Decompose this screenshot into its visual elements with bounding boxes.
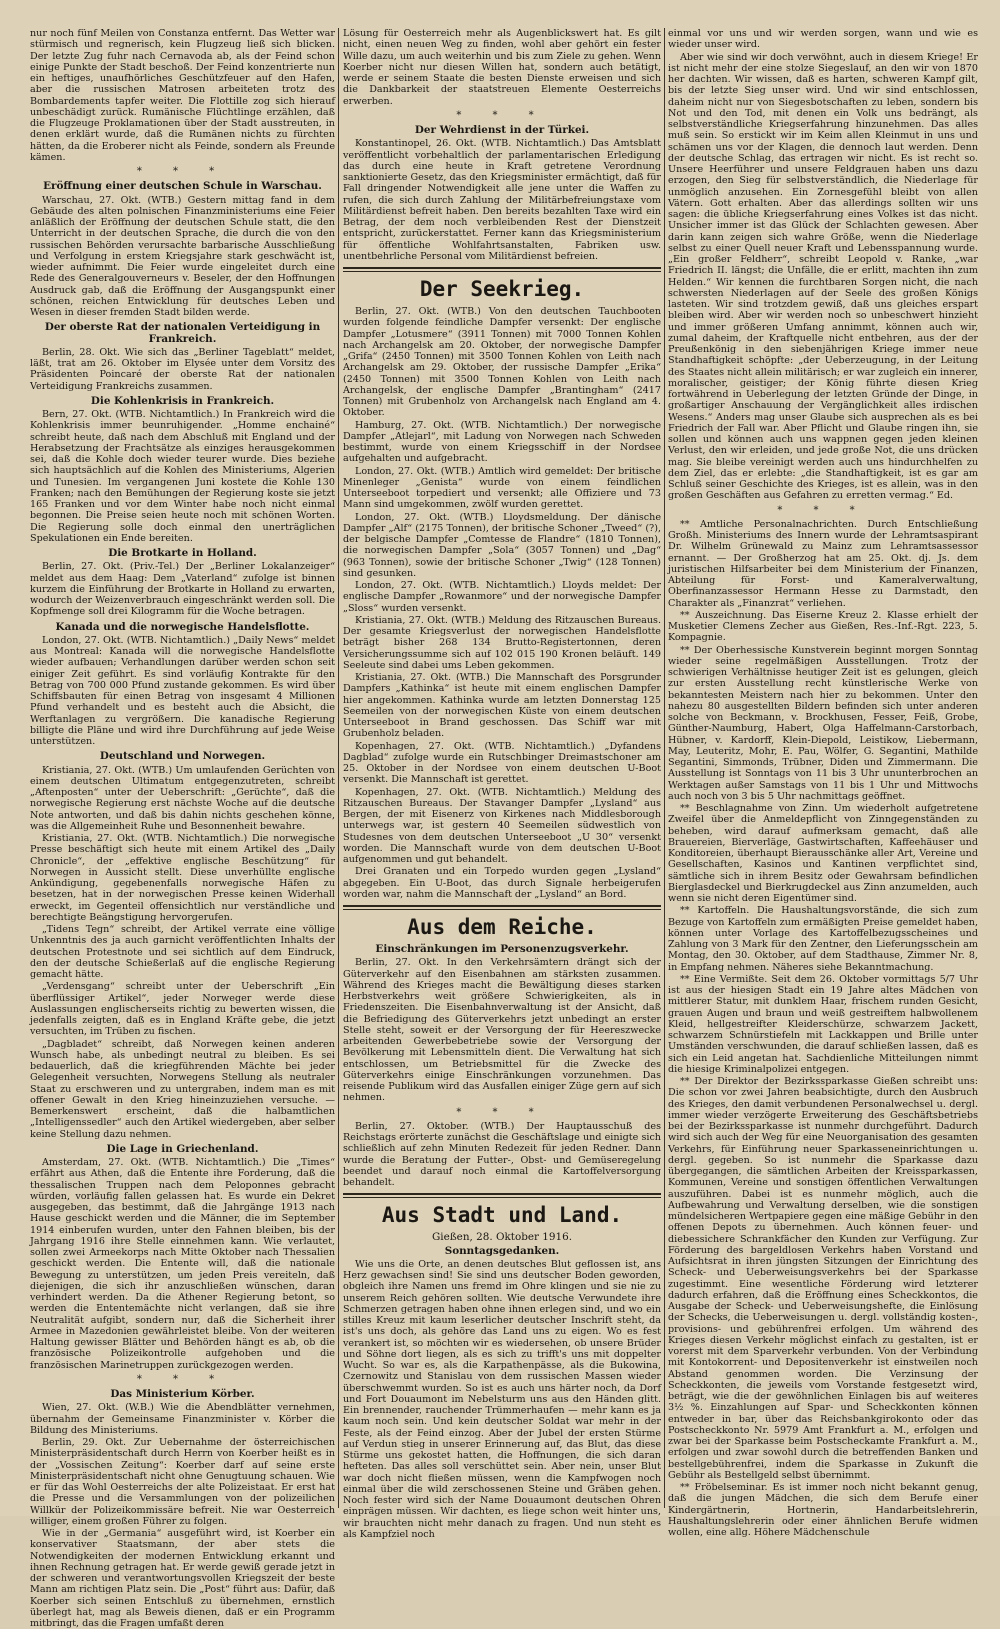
separator-stars: * * * (456, 1106, 548, 1118)
column-left (30, 28, 335, 1629)
text-paragraph: London, 27. Okt. (WTB. Nichtamtlich.) Lloyds meldet: Der englische Dampfer „Rowanmore“ und der norwegische Dampfer „Sloss“ wurden versenkt. (343, 580, 661, 614)
article-heading: Die Kohlenkrisis in Frankreich. (90, 394, 275, 407)
text-paragraph: Konstantinopel, 26. Okt. (WTB. Nichtamtlich.) Das Amtsblatt veröffentlicht vorbehaltlich der parlamentarischen Erledigung das durch eine heute in Kraft getretene Verordnung sanktionierte Gesetz, das den Kriegsminister ermächtigt, daß für Fall dringender Notwendigkeit alle jene unter die Waffen zu rufen, die sich durch Zahlung der Militärbefreiungstaxe vom Militärdienst befreit haben. Den bereits bezahlten Taxe wird ein Betrag, der dem noch verbleibenden Rest der Dienstzeit entspricht, zurückerstattet. Ferner kann das Kriegsministerium für öffentliche Wohlfahrtsanstalten, Fabriken usw. unentbehrliche Personal vom Militärdienst befreien. (343, 138, 661, 262)
text-paragraph: Kristiania, 27. Okt. (WTB.) Um umlaufenden Gerüchten von einem deutschen Ultimatum entgegenzutreten, schreibt „Aftenposten“ unter der Ueberschrift: „Gerüchte“, daß die norwegische Regierung erst nächste Woche auf die deutsche Note antworten, und daß bis dahin nichts geschehen könne, was die Allgemeinheit Ruhe und Besonnenheit bewahre. (30, 764, 335, 832)
text-paragraph: Aber wie sind wir doch verwöhnt, auch in diesem Kriege! Er ist nicht mehr der eine stolze Siegeslauf, an den wir von 1870 her dachten. Wir wissen, daß es harten, schweren Kampf gilt, bis der letzte Sieg unser wird. Und wir sind entschlossen, daheim nicht nur von Siegesbotschaften zu leben, sondern bis Not und den Tod, mit denen ein Volk uns bedrängt, als selbstverständliche Kriegserfahrung hinzunehmen. Das alles muß sein. So erstickt wir im Keim allen Kleinmut in uns und schämen uns vor der Klagen, die dennoch laut werden. Denn der deutsche Schlag, das ertragen wir nicht. Es ist recht so. Unsere Heerführer und unsere Feldgrauen haben uns dazu erzogen, den Sieg für selbstverständlich, die Niederlage für unmöglich anzusehen. Ein Zornesgefühl bleibt von allen Vätern. Gott erhalten. Aber das allerdings sollten wir uns sagen: die übliche Kriegserfahrung eines Volkes ist das nicht. Unsicher immer ist das Glück der Schlachten gewesen. Aber darin kann zeigen sich wahre Größe, wenn die Niederlage selbst zu einer Quell neuer Kraft und Lebensspannung wurde. „Ein großer Feldherr“, schreibt Leopold v. Ranke, „war Friedrich II. längst; die Unfälle, die er erlitt, machten ihn zum Helden.“ Wir kennen die furchtbaren Sorgen nicht, die nach schwersten Niederlagen auf der Seele des großen Königs lasteten. Wir sind trotzdem gewiß, daß uns gleiches erspart bleiben wird. Aber wir werden noch so unbeschwert hinzieht und immer größeren Umfang annimmt, können auch wir, zumal daheim, der Kraftquelle nicht entbehren, aus der der Preußenkönig in den siebenjährigen Kriege immer neue Standhaftigkeit schöpfte: „der Ueberzeugung, in der Leitung des Staates nicht allein militärisch; er war zugleich ein innerer, moralischer, geistiger; der König führte diesen Krieg fortwährend in Ueberlegung der letzten Gründe der Dinge, in großartiger Anschauung der Vergänglichkeit alles irdischen Wesens.“ Anders mag unser Glaube sich ausprechen als es bei Friedrich der Fall war. Aber Pflicht und Glaube ringen ihn, sie sollen und können auch uns wappnen gegen jeden kleinen Verlust, den wir erleiden, und jede große Not, die uns drücken mag. Sie bleibe vereinigt werden auch uns hindurchhelfen zu dem Ziel, das er erlebte: „die Standhaftigkeit, ist es gar am Schluß seiner Geschichte des Krieges, ist es allein, was in den großen Geschäften aus Gefahren zu erretten vermag.“ Ed. (668, 51, 978, 502)
article-heading: Einschränkungen im Personenzugsverkehr. (375, 943, 629, 955)
text-paragraph: Kristiania, 27. Okt. (WTB. Nichtamtlich.) Die norwegische Presse beschäftigt sich heute mit einem Artikel des „Daily Chronicle“, der „effektive englische Beschützung“ für Norwegen in Aussicht stellt. Diese unverhüllte englische Ankündigung, gegebenenfalls norwegische Häfen zu besetzen, hat in der norwegischen Presse keinen Widerhall erweckt, im Gegenteil offensichtlich nur verständliche und berechtigte Beängstigung hervorgerufen. (30, 833, 335, 923)
text-paragraph: London, 27. Okt. (WTB. Nichtamtlich.) „Daily News“ meldet aus Montreal: Kanada will die norwegische Handelsflotte wieder aufbauen; Verhandlungen darüber werden schon seit einiger Zeit geführt. Es sind vorläufig Kontrakte für den Betrag von 700 000 Pfund zustande gekommen. Es wird über Schiffsbauten für einen Betrag von insgesamt 4 Millionen Pfund verhandelt und es besteht auch die Absicht, die Werftanlagen zu vergrößern. Die kanadische Regierung billigte die Pläne und wird ihre Durchführung auf jede Weise unterstützen. (30, 634, 335, 747)
text-paragraph: Berlin, 27. Okt. In den Verkehrsämtern drängt sich der Güterverkehr auf den Eisenbahnen am stärksten zusammen. Während des Krieges macht die Bewältigung dieses starken Herbstverkehrs weit größere Schwierigkeiten, als in Friedenszeiten. Die Eisenbahnverwaltung ist der Ansicht, daß die Befriedigung des Güterverkehrs jetzt unbedingt an erster Stelle steht, soweit er der Versorgung der für Heereszwecke arbeitenden Gewerbebetriebe sowie der Versorgung der Bevölkerung mit Lebensmitteln dient. Die Verwaltung hat sich entschlossen, um Betriebsmittel für die Zwecke des Güterverkehrs einige Einschränkungen vorzunehmen. Das reisende Publikum wird das Ausfallen einiger Züge gern auf sich nehmen. (343, 957, 661, 1104)
column-middle (343, 28, 661, 1540)
column-right (668, 28, 978, 1538)
text-paragraph: ** Der Direktor der Bezirkssparkasse Gießen schreibt uns: Die schon vor zwei Jahren beabsichtigte, durch den Ausbruch des Krieges, den damit verbundenen Personalwechsel u. dergl. immer wieder verzögerte Erweiterung des Geschäftsbetriebs bei der Bezirkssparkasse ist nunmehr durchgeführt. Dadurch wird sich auch der Weg für eine Neuorganisation des gesamten Verkehrs, für Einführung neuer Sparkasseneinrichtungen u. dergl. gegeben. So ist nunmehr die Sparkasse dazu übergegangen, die sämtlichen Arbeiten der Kreissparkassen, Kommunen, Vereine und sonstigen öffentlichen Verwaltungen auszuführen. Dabei ist es nunmehr möglich, auch die Aufbewahrung und Verwaltung derselben, wie die sonstigen mündelsicheren Wertpapiere gegen eine mäßige Gebühr in den offenen Depots zu übernehmen. Auch können feuer- und diebessichere Schrankfächer den Kunden zur Verfügung. Zur Förderung des bargeldlosen Verkehrs haben Vorstand und Aufsichtsrat in ihren jüngsten Sitzungen der Einrichtung des Scheck- und Ueberweisungsverkehrs bei der Sparkasse zugestimmt. Eine wesentliche Förderung wird letzterer dadurch erfahren, daß die Eröffnung eines Scheckkontos, die Ausgabe der Scheck- und Ueberweisungshefte, die Einlösung der Schecks, die Ueberweisungen u. dergl. vollständig kosten-, provisions- und gebührenfrei erfolgen. Um während des Krieges diesen Verkehr möglichst einfach zu gestalten, ist er vorerst mit dem Sparverkehr verbunden. Von der Verbindung mit Kontokorrent- und Depositenverkehr ist einstweilen noch Abstand genommen worden. Die Verzinsung der Scheckkonten, die jeweils vom Vorstande festgesetzt wird, beträgt, wie die der gewöhnlichen Einlagen bis auf weiteres 3½ %. Einzahlungen auf Spar- und Scheckkonten können entweder in bar, über das Reichsbankgirokonto oder das Postscheckkonto Nr. 5979 Amt Frankfurt a. M., erfolgen und zwar bei der Sparkasse beim Postscheckamte Frankfurt a. M., erfolgen und zwar sowohl durch die betreffenden Banken und bestellgebührenfrei, indem die Sparkasse in Zukunft die Gebühr als Bestellgeld selbst übernimmt. (668, 1076, 978, 1481)
text-paragraph: Kopenhagen, 27. Okt. (WTB. Nichtamtlich.) Meldung des Ritzauschen Bureaus. Der Stavanger Dampfer „Lysland“ aus Bergen, der mit Eisenerz von Kirkenes nach Middlesborough unterwegs war, ist gestern 40 Seemeilen südwestlich von Studesnes von dem deutschen Unterseeboot „U 30“ versenkt worden. Die Mannschaft wurde von dem deutschen U-Boot aufgenommen und gut behandelt. (343, 786, 661, 865)
text-paragraph: ** Der Oberhessische Kunstverein beginnt morgen Sonntag wieder seine regelmäßigen Ausstellungen. Trotz der schwierigen Verhältnisse heutiger Zeit ist es gelungen, gleich zur ersten Ausstellung recht künstlerische Werke von bekanntesten Meistern nach hier zu bekommen. Unter den nahezu 80 ausgestellten Bildern befinden sich unter anderen solche von Beckmann, v. Brockhusen, Fesser, Feiß, Grobe, Günther-Naumburg, Habert, Olga Haffelmann-Carstorbach, Hübner, v. Kardorff, Klein-Diepold, Leistikow, Liebermann, May, Leuteritz, Mohr, E. Pau, Wölfer, G. Segantini, Mathilde Segantini, Simmonds, Trübner, Diden und Zimmermann. Die Ausstellung ist Sonntags von 11 bis 3 Uhr ununterbrochen an Werktagen außer Samstags von 11 bis 1 Uhr und Mittwochs auch noch von 3 bis 5 Uhr nachmittags geöffnet. (668, 644, 978, 802)
separator-stars: * * * (136, 166, 229, 177)
article-heading: Die Brotkarte in Holland. (108, 547, 257, 559)
text-paragraph: nur noch fünf Meilen von Constanza entfernt. Das Wetter war stürmisch und regnerisch, kein Flugzeug ließ sich blicken. Der letzte Zug fuhr nach Cernavoda ab, als der Feind schon einige Punkte der Stadt beschoß. Der Feind konzentrierte nun ein heftiges, unaufhörliches Geschützfeuer auf den Hafen, aber die russischen Matrosen arbeiteten trotz des Bombardements tapfer weiter. Die Flottille zog sich hierauf unbeschädigt zurück. Rumänische Flüchtlinge erzählen, daß die Flugzeuge Proklamationen über der Stadt ausstreuten, in denen erklärt wurde, daß die Rumänen nichts zu fürchten hätten, da die Eroberer nicht als Feinde, sondern als Freunde kämen. (30, 28, 335, 163)
text-paragraph: Wien, 27. Okt. (W.B.) Wie die Abendblätter vernehmen, übernahm der Gemeinsame Finanzminister v. Körber die Bildung des Ministeriums. (30, 1402, 335, 1436)
text-paragraph: London, 27. Okt. (WTB.) Amtlich wird gemeldet: Der britische Minenleger „Genista“ wurde von einem feindlichen Unterseeboot torpediert und versenkt; alle Offiziere und 73 Mann sind umgekommen, zwölf wurden gerettet. (343, 465, 661, 511)
article-heading: Die Lage in Griechenland. (106, 1142, 259, 1155)
text-paragraph: Bern, 27. Okt. (WTB. Nichtamtlich.) In Frankreich wird die Kohlenkrisis immer beunruhigender. „Homme enchainé“ schreibt heute, daß nach dem Abschluß mit England und der Herabsetzung der Frachtsätze als einziges herausgekommen sei, daß die Kohle doch wieder teurer wurde. Dies beziehe sich hauptsächlich auf die Kohlen des Ministeriums, Algerien und Tunesien. Im vergangenen Juni kostete die Kohle 130 Franken; nach den Bemühungen der Regierung koste sie jetzt 165 Franken und vor dem Winter habe noch nicht einmal begonnen. Die Preise seien heute noch mit schönen Worten. Die Regierung solle doch einmal den unerträglichen Spekulationen ein Ende bereiten. (30, 409, 335, 544)
separator-stars: * * * (136, 1373, 229, 1385)
text-paragraph: Hamburg, 27. Okt. (WTB. Nichtamtlich.) Der norwegische Dampfer „Atlejarl“, mit Ladung von Norwegen nach Schweden bestimmt, wurde von einem Kriegsschiff in der Nordsee aufgehalten und aufgebracht. (343, 419, 661, 465)
section-title: Aus Stadt und Land. (381, 1203, 623, 1228)
section-rule (343, 1193, 661, 1198)
text-paragraph: Kristiania, 27. Okt. (WTB.) Die Mannschaft des Porsgrunder Dampfers „Kathinka“ ist heute mit einem englischen Dampfer hier angekommen. Kathinka wurde am letzten Donnerstag 125 Seemeilen von der norwegischen Küste von einem deutschen Unterseeboot in Brand geschossen. Das Schiff war mit Grubenholz beladen. (343, 672, 661, 740)
article-heading: Eröffnung einer deutschen Schule in Warschau. (43, 180, 322, 193)
section-title: Aus dem Reiche. (407, 915, 597, 939)
article-heading: Deutschland und Norwegen. (99, 750, 266, 763)
text-paragraph: einmal vor uns und wir werden sorgen, wann und wie es wieder unser wird. (668, 28, 978, 51)
text-paragraph: ** Kartoffeln. Die Haushaltungsvorstände, die sich zum Bezuge von Kartoffeln zum ermäßigten Preise gemeldet haben, können unter Vorlage des Kartoffelbezugsscheines und Zahlung von 3 Mark für den Zentner, den Lieferungsschein am Montag, den 30. Oktober, auf dem Stadthause, Zimmer Nr. 8, in Empfang nehmen. Näheres siehe Bekanntmachung. (668, 905, 978, 973)
text-paragraph: Kopenhagen, 27. Okt. (WTB. Nichtamtlich.) „Dyfandens Dagblad“ zufolge wurde ein Rutschbinger Dreimastschoner am 25. Oktober in der Nordsee von einem deutschen U-Boot versenkt. Die Mannschaft ist gerettet. (343, 740, 661, 786)
text-paragraph: Berlin, 28. Okt. Wie sich das „Berliner Tageblatt“ meldet, läßt, trat am 26. Oktober im Elysée unter dem Vorsitz des Präsidenten Poincaré der oberste Rat der nationalen Verteidigung Frankreichs zusammen. (30, 346, 335, 392)
text-paragraph: Kristiania, 27. Okt. (WTB.) Meldung des Ritzauschen Bureaus. Der gesamte Kriegsverlust der norwegischen Handelsflotte beträgt bisher 268 134 Brutto-Registertonnen, deren Versicherungssumme sich auf 102 015 190 Kronen beläuft. 149 Seeleute sind dabei ums Leben gekommen. (343, 614, 661, 671)
section-rule (343, 905, 661, 910)
text-paragraph: Berlin, 27. Oktober. (WTB.) Der Hauptausschuß des Reichstags erörterte zunächst die Geschäftslage und einigte sich schließlich auf zehn Minuten Redezeit für jeden Redner. Dann wurde die Beratung der Futter-, Obst- und Gemüseregelung beendet und darauf noch einmal die Kartoffelversorgung behandelt. (343, 1120, 661, 1188)
text-paragraph: ** Eine Vermißte. Seit dem 26. Oktober vormittags 5/7 Uhr ist aus der hiesigen Stadt ein 19 Jahre altes Mädchen von mittlerer Statur, mit dunklem Haar, frischem runden Gesicht, grauen Augen und braun und weiß gestreiftem halbwollenem Kleid, hellgestreifter Kleiderschürze, schwarzem Jackett, schwarzem Schnürstiefeln mit Lackkappen und Brille unter Umständen verschwunden, die darauf schließen lassen, daß es sich ein Leid angetan hat. Sachdienliche Mitteilungen nimmt die hiesige Kriminalpolizei entgegen. (668, 973, 978, 1075)
text-paragraph: „Verdensgang“ schreibt unter der Ueberschrift „Ein überflüssiger Artikel“, jeder Norweger werde diese Auslassungen englischerseits richtig zu bewerten wissen, die jedenfalls zeigten, daß es in England Kräfte gebe, die jetzt versuchten, im Trüben zu fischen. (30, 981, 335, 1038)
text-paragraph: ** Auszeichnung. Das Eiserne Kreuz 2. Klasse erhielt der Musketier Clemens Zecher aus Gießen, Res.-Inf.-Rgt. 223, 5. Kompagnie. (668, 609, 978, 644)
text-paragraph: Berlin, 27. Okt. (WTB.) Von den deutschen Tauchbooten wurden folgende feindliche Dampfer versenkt: Der englische Dampfer „Lotusmere“ (3911 Tonnen) mit 7000 Tonnen Kohlen nach Archangelsk am 20. Oktober, der norwegische Dampfer „Grifa“ (2450 Tonnen) mit 3500 Tonnen Kohlen von Leith nach Archangelsk am 29. Oktober, der russische Dampfer „Erika“ (2450 Tonnen) mit 3500 Tonnen Kohlen von Leith nach Archangelsk, der englische Dampfer „Brantingham“ (2417 Tonnen) mit Grubenholz von Archangelsk nach England am 4. Oktober. (343, 306, 661, 419)
column-rule (338, 28, 339, 1508)
article-heading: Der Wehrdienst in der Türkei. (414, 124, 590, 136)
text-paragraph: Berlin, 27. Okt. (Priv.-Tel.) Der „Berliner Lokalanzeiger“ meldet aus dem Haag: Dem „Vaterland“ zufolge ist binnen kurzem die Einführung der Brotkarte in Holland zu erwarten, wodurch der Weizenverbrauch eingeschränkt werden soll. Die Kopfmenge soll drei Kilogramm für die Woche betragen. (30, 561, 335, 618)
text-paragraph: ** Beschlagnahme von Zinn. Um wiederholt aufgetretene Zweifel über die Anmeldepflicht von Zinngegenständen zu beheben, wird darauf aufmerksam gemacht, daß alle Brauereien, Bierverläge, Gastwirtschaften, Kaffeehäuser und Konditoreien, überhaupt Bierausschänke aller Art, Vereine und Gesellschaften, Kasinos und Kantinen verpflichtet sind, sämtliche sich in ihrem Besitz oder Gewahrsam befindlichen Bierglasdeckel und Bierkrugdeckel aus Zinn anzumelden, auch wenn sie nicht deren Eigentümer sind. (668, 803, 978, 904)
text-paragraph: „Tidens Tegn“ schreibt, der Artikel verrate eine völlige Unkenntnis des ja auch garnicht veröffentlichten Inhalts der deutschen Protestnote und sei sichtlich auf dem Eindruck, den der deutsche Schießerlaß auf die englische Regierung gemacht hätte. (30, 924, 335, 980)
text-paragraph: ** Fröbelseminar. Es ist immer noch nicht bekannt genug, daß die jungen Mädchen, die sich dem Berufe einer Kindergärtnerin, Hortnerin, Handarbeitslehrerin, Haushaltungslehrerin oder einer ähnlichen Berufe widmen wollen, eine allg. Höhere Mädchenschule (668, 1482, 978, 1538)
text-paragraph: „Dagbladet“ schreibt, daß Norwegen keinen anderen Wunsch habe, als unbedingt neutral zu bleiben. Es sei bedauerlich, daß die kriegführenden Mächte bei jeder Gelegenheit versuchten, Norwegens Stellung als neutraler Staat zu erschweren und zu untergraben, indem man es mit offener Gewalt in den Krieg hineinzuziehen versuche. — Bemerkenswert erscheint, daß die halbamtlichen „Intelligenssedler“ auch den Artikel wiedergeben, aber selber keine Stellung dazu nehmen. (30, 1038, 335, 1140)
text-paragraph: Wie in der „Germania“ ausgeführt wird, ist Koerber ein konservativer Staatsmann, der aber stets die Notwendigkeiten der modernen Entwicklung erkannt und ihnen Rechnung getragen hat. Er werde gewiß gerade jetzt in der schweren und verantwortungsvollen Kriegszeit der beste Mann am richtigen Platz sein. Die „Post“ führt aus: Dafür, daß Koerber sich seinen Entschluß zu übernehmen, ernstlich überlegt hat, mag als Beweis dienen, daß er ein Programm mitbringt, das die Fragen umfaßt deren (30, 1528, 335, 1629)
section-title: Der Seekrieg. (419, 277, 585, 301)
article-heading: Kanada und die norwegische Handelsflotte. (55, 620, 310, 633)
text-paragraph: Berlin, 29. Okt. Zur Uebernahme der österreichischen Ministerpräsidentschaft durch Herrn von Koerber heißt es in der „Vossischen Zeitung“: Koerber darf auf seine erste Ministerpräsidentschaft nicht ohne Genugtuung schauen. Wie er für das Wohl Oesterreichs der alte Polizeistaat. Er erst hat die Presse und die Versammlungen von der polizeilichen Willkür der Polizeikommissäre befreit. Nie war Oesterreich williger, einem großen Führer zu folgen. (30, 1437, 335, 1527)
text-paragraph: Wie uns die Orte, an denen deutsches Blut geflossen ist, ans Herz gewachsen sind! Sie sind uns deutscher Boden geworden, obgleich ihre Namen uns fremd im Ohre klingen und sie nie zu unserem Reich gehören sollten. Wie deutsche Verwundete ihre Schmerzen getragen haben ohne ihnen erlegen sind, und wo ein stilles Kreuz mit kaum leserlicher deutscher Inschrift steht, da ist's uns doch, als gehöre das Land uns zu eigen. Wo es fest verankert ist, so möchten wir es wiedersehen, ob unsere Brüder und Söhne dort liegen, als es sich zu trifft's uns mit doppelter Wucht. So war es, als die Karpathenpässe, als die Bukowina, Czernowitz und Stanislau von dem russischen Massen wieder überschwemmt wurden. So ist es auch uns härter noch, da Dorf und Fort Douaumont im Nebelsturm uns aus den Händen glitt. Ein brennender, rauchender Trümmerhaufen — mehr kann es ja kaum noch sein. Und kein deutscher Soldat war mehr in der Feste, als der Feind einzog. Aber der Jubel der ersten Stürme auf Verdun stieg in unserer Erinnerung auf, das Blut, das diese Stürme uns gekostet hatten, die Hoffnungen, die sich daran hefteten. Das alles soll verschüttet sein. Aber nein, unser Blut war doch nicht fließen müssen, wenn die Kampfwogen noch einmal über die wild zerschossenen Steine und Gräben gehen. Noch fester wird sich der Name Douaumont deutschen Ohren einprägen müssen. Wir dachten, es liege schon weit hinter uns, wir brauchten nicht mehr danach zu fragen. Und nun steht es als Kampfziel noch (343, 1258, 661, 1540)
text-paragraph: ** Amtliche Personalnachrichten. Durch Entschließung Großh. Ministeriums des Innern wurde der Lehramtsaspirant Dr. Wilhelm Grünewald zu Mainz zum Lehramtsassessor ernannt. — Der Großherzog hat am 25. Okt. dj. Js. dem juristischen Hilfsarbeiter bei dem Ministerium der Finanzen, Abteilung für Forst- und Kameralverwaltung, Oberfinanzassessor Hermann Hesse zu Darmstadt, den Charakter als „Finanzrat“ verliehen. (668, 518, 978, 609)
text-paragraph: Amsterdam, 27. Okt. (WTB. Nichtamtlich.) Die „Times“ erfährt aus Athen, daß die Entente ihre Forderung, daß die thessalischen Truppen nach dem Peloponnes gebracht würden, vorläufig fallen gelassen hat. Es wurde ein Dekret ausgegeben, das bestimmt, daß die Jahrgänge 1913 nach Hause geschickt werden und die Männer, die im September 1914 einberufen wurden, unter den Fahnen bleiben, bis der Jahrgang 1916 ihre Stelle einnehmen kann. Wie verlautet, sollen zwei Armeekorps nach Mitte Oktober nach Thessalien geschickt werden. Die Entente will, daß die nationale Bewegung zu unterstützen, um jeden Preis vereiteln, daß diejenigen, die sich ihr anzuschließen wünschen, daran verhindert werden. Da die Athener Regierung betont, so werden die Ententemächte nicht verlangen, daß sie ihre Neutralität aufgibt, sondern nur, daß die Sicherheit ihrer Armee in Mazedonien gewährleistet bleibe. Von der weiteren Haltung gewisser Blätter und Behörden hängt es ab, ob die französische Polizeikontrolle aufgehoben und die französischen Marinetruppen zurückgezogen werden. (30, 1157, 335, 1371)
column-rule (664, 28, 665, 1508)
text-paragraph: Lösung für Oesterreich mehr als Augenblickswert hat. Es gilt nicht, einen neuen Weg zu finden, wohl aber gehört ein fester Wille dazu, um auch weiterhin und bis zum Ziele zu gehen. Wenn Koerber nicht nur diesen Willen hat, sondern auch betätigt, werde er seinem Staate die besten Dienste erweisen und sich die Dankbarkeit der staatstreuen Elemente Oesterreichs erwerben. (343, 28, 661, 107)
text-paragraph: Drei Granaten und ein Torpedo wurden gegen „Lysland“ abgegeben. Ein U-Boot, das durch Signale herbeigerufen worden war, nahm die Mannschaft der „Lysland“ an Bord. (343, 866, 661, 900)
separator-stars: * * * (777, 504, 869, 516)
article-heading: Das Ministerium Körber. (110, 1388, 255, 1400)
dateline: Gießen, 28. Oktober 1916. (431, 1231, 573, 1244)
text-paragraph: London, 27. Okt. (WTB.) Lloydsmeldung. Der dänische Dampfer „Alf“ (2175 Tonnen), der britische Schoner „Tweed“ (?), der belgische Dampfer „Comtesse de Flandre“ (1810 Tonnen), die norwegischen Dampfer „Sola“ (3057 Tonnen) und „Dag“ (963 Tonnen), sowie der britische Schoner „Twig“ (128 Tonnen) sind gesunken. (343, 511, 661, 579)
article-heading: Sonntagsgedanken. (444, 1244, 560, 1257)
text-paragraph: Warschau, 27. Okt. (WTB.) Gestern mittag fand in dem Gebäude des alten polnischen Finanzministeriums eine Feier anläßlich der Eröffnung der deutschen Schule statt, die den Unterricht in der deutschen Sprache, die durch die von den russischen Behörden verursachte barbarische Ausschließung und Verfolgung in erstem Kriegsjahre stark geschwächt ist, wieder aufnimmt. Die Feier wurde eingeleitet durch eine Rede des Generalgouverneurs v. Beseler, der den Hoffnungen Ausdruck gab, daß die Eröffnung der Ausgangspunkt einer schönen, reichen Entwicklung für deutsches Leben und Wesen in dieser fremden Stadt bilden werde. (30, 194, 335, 318)
section-rule (343, 267, 661, 272)
article-heading: Der oberste Rat der nationalen Verteidigung in Frankreich. (44, 321, 321, 345)
separator-stars: * * * (456, 109, 548, 121)
